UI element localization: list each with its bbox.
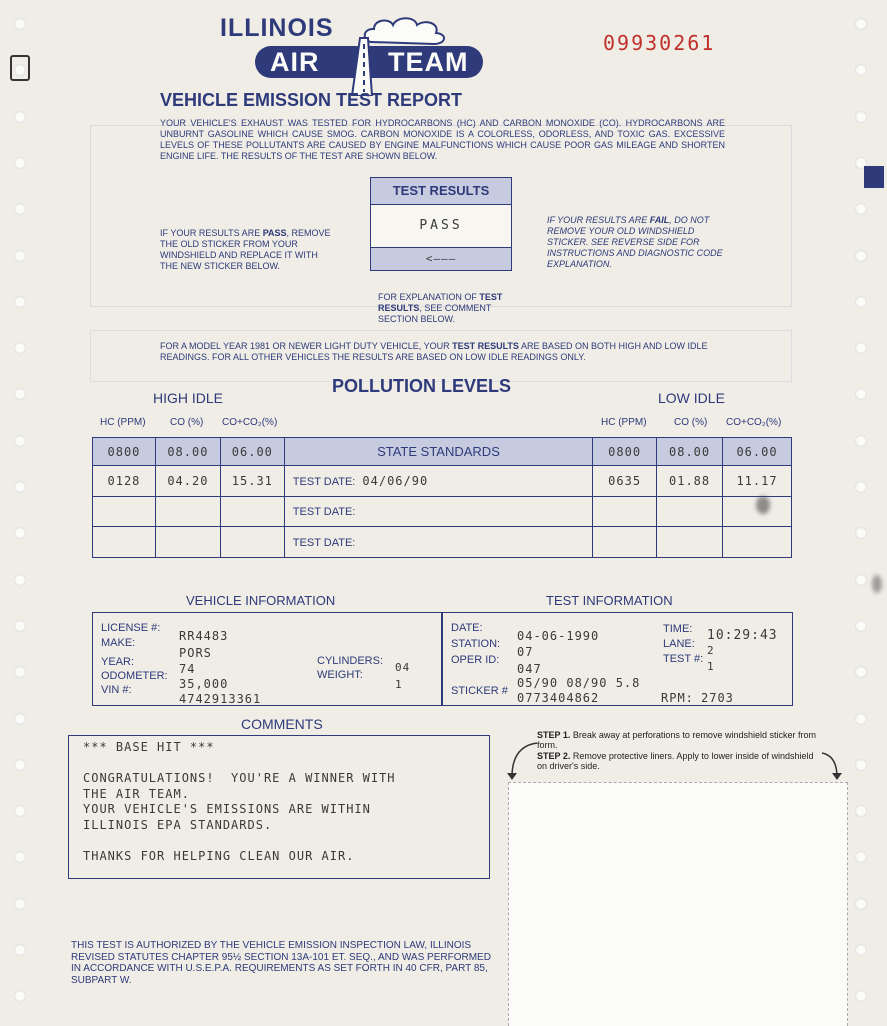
col-co2-high: CO+CO₂(%) <box>222 417 278 428</box>
r3-low-co <box>657 527 723 558</box>
oper-value: 047 <box>517 662 542 676</box>
comment-line: ILLINOIS EPA STANDARDS. <box>83 817 273 832</box>
right-edge-mark <box>864 166 884 188</box>
report-title: VEHICLE EMISSION TEST REPORT <box>160 90 463 110</box>
r1-low-co: 01.88 <box>657 466 723 497</box>
std-high-co2: 06.00 <box>220 438 284 466</box>
r2-low-co <box>657 497 723 527</box>
year-label: YEAR: <box>101 656 135 668</box>
oper-label: OPER ID: <box>451 654 500 666</box>
feed-hole <box>855 527 867 539</box>
station-value: 07 <box>517 645 534 659</box>
r2-high-hc <box>93 497 156 527</box>
comment-line: *** BASE HIT *** <box>83 740 215 754</box>
feed-hole <box>855 574 867 586</box>
feed-hole <box>14 157 26 169</box>
explanation-note-bold: TEST RESULTS <box>378 292 503 313</box>
feed-hole <box>14 435 26 447</box>
feed-hole <box>14 944 26 956</box>
fail-note <box>547 215 727 270</box>
weight-value: 1 <box>395 678 403 691</box>
comment-line: CONGRATULATIONS! YOU'RE A WINNER WITH <box>83 771 396 785</box>
fail-note-bold: FAIL <box>649 215 670 225</box>
model-year-note-bold: TEST RESULTS <box>452 341 519 351</box>
ink-smudge <box>756 496 770 514</box>
r1-high-hc: 0128 <box>93 466 156 497</box>
feed-hole <box>855 898 867 910</box>
year-value: 74 <box>179 662 196 676</box>
feed-hole <box>855 111 867 123</box>
sticker-line1: 05/90 08/90 5.8 <box>517 676 641 690</box>
std-low-hc: 0800 <box>593 438 657 466</box>
r1-date-label: TEST DATE: <box>292 476 356 488</box>
feed-hole <box>855 481 867 493</box>
feed-hole <box>14 111 26 123</box>
col-co2-low: CO+CO₂(%) <box>726 417 782 428</box>
air-team-logo <box>220 14 490 84</box>
license-value: RR4483 <box>179 629 229 643</box>
feed-hole <box>14 805 26 817</box>
test-num-value: 1 <box>707 660 715 673</box>
vin-label: VIN #: <box>101 684 132 696</box>
test-results-box <box>370 177 512 271</box>
feed-hole <box>14 342 26 354</box>
pass-note <box>160 228 335 272</box>
cylinders-label: CYLINDERS: <box>317 655 384 667</box>
feed-hole <box>14 527 26 539</box>
odometer-label: ODOMETER: <box>101 670 168 682</box>
r3-low-hc <box>593 527 657 558</box>
explanation-note-pre: FOR EXPLANATION OF <box>378 292 480 302</box>
r2-high-co2 <box>220 497 284 527</box>
license-label: LICENSE #: <box>101 622 161 634</box>
r1-high-co2: 15.31 <box>220 466 284 497</box>
feed-hole <box>855 296 867 308</box>
col-co-high: CO (%) <box>170 417 204 428</box>
r3-high-co <box>155 527 220 558</box>
r2-high-co <box>155 497 220 527</box>
comment-lines <box>83 740 396 864</box>
result-row-2 <box>93 497 792 527</box>
col-hc-high: HC (PPM) <box>100 417 146 428</box>
step-2-text: Remove protective liners. Apply to lower inside of windshield on driver's side. <box>537 751 814 771</box>
feed-hole <box>855 990 867 1002</box>
r1-low-co2: 11.17 <box>723 466 792 497</box>
feed-hole <box>855 944 867 956</box>
r3-low-co2 <box>723 527 792 558</box>
col-hc-low: HC (PPM) <box>601 417 647 428</box>
comment-line: THE AIR TEAM. <box>83 786 190 801</box>
explanation-note <box>378 292 508 325</box>
comments-box <box>68 735 490 879</box>
feed-hole <box>855 388 867 400</box>
r1-date: 04/06/90 <box>362 474 429 488</box>
feed-hole <box>855 64 867 76</box>
model-year-note <box>160 341 730 363</box>
lane-value: 2 <box>707 644 715 657</box>
station-label: STATION: <box>451 638 501 650</box>
r3-high-hc <box>93 527 156 558</box>
r1-high-co: 04.20 <box>155 466 220 497</box>
feed-hole <box>855 203 867 215</box>
std-label: STATE STANDARDS <box>284 438 592 466</box>
lane-label: LANE: <box>663 638 695 650</box>
feed-hole <box>855 851 867 863</box>
sticker-label: STICKER # <box>451 685 508 697</box>
step-1 <box>537 730 817 750</box>
feed-hole <box>855 250 867 262</box>
serial-number: 09930261 <box>603 31 716 55</box>
fail-note-post: , DO NOT REMOVE YOUR OLD WINDSHIELD STICKER. SEE REVERSE SIDE FOR INSTRUCTIONS AND DIAGNOSTIC CODE EXPLANATION. <box>547 215 723 269</box>
feed-hole <box>14 713 26 725</box>
fail-note-pre: IF YOUR RESULTS ARE <box>547 215 650 225</box>
test-results-value: PASS <box>419 218 463 233</box>
comment-line: YOUR VEHICLE'S EMISSIONS ARE WITHIN <box>83 802 371 816</box>
step-1-label: STEP 1. <box>537 730 571 740</box>
test-info-box <box>442 612 793 706</box>
pass-note-bold: PASS <box>262 228 287 238</box>
standards-row <box>93 438 792 466</box>
feed-hole <box>14 759 26 771</box>
step-2 <box>537 751 822 771</box>
std-low-co: 08.00 <box>657 438 723 466</box>
logo-illinois: ILLINOIS <box>220 14 334 42</box>
feed-hole <box>855 342 867 354</box>
feed-hole <box>855 759 867 771</box>
result-row-1 <box>93 466 792 497</box>
explanation-note-post: , SEE COMMENT SECTION BELOW. <box>378 303 492 324</box>
step-1-text: Break away at perforations to remove windshield sticker from form. <box>537 730 816 750</box>
date-value: 04-06-1990 <box>517 629 600 643</box>
sticker-line2: 0773404862 <box>517 691 600 705</box>
r2-date-label: TEST DATE: <box>292 506 356 518</box>
feed-hole <box>14 296 26 308</box>
test-results-header: TEST RESULTS <box>371 178 511 205</box>
r3-high-co2 <box>220 527 284 558</box>
result-row-3 <box>93 527 792 558</box>
time-value: 10:29:43 <box>707 628 778 643</box>
feed-hole <box>855 666 867 678</box>
rpm-value: 2703 <box>701 691 734 705</box>
feed-hole <box>855 18 867 30</box>
feed-hole <box>855 713 867 725</box>
intro-text: YOUR VEHICLE'S EXHAUST WAS TESTED FOR HYDROCARBONS (HC) AND CARBON MONOXIDE (CO). HYDROCARBONS ARE UNBURNT GASOLINE WHICH CAUSE SMOG. CARBON MONOXIDE IS A COLORLESS, ODORLESS, AND TOXIC GAS. EXCESSIVE LEVELS OF THESE POLLUTANTS ARE CAUSED BY ENGINE MALFUNCTIONS WHICH CAUSE POOR GAS MILEAGE AND SHORTEN ENGINE LIFE. THE RESULTS OF THE TEST ARE SHOWN BELOW. <box>160 118 725 161</box>
low-idle-label: LOW IDLE <box>658 390 725 406</box>
vin-value: 4742913361 <box>179 692 262 706</box>
test-results-arrow: <——— <box>371 247 511 270</box>
feed-hole <box>14 574 26 586</box>
std-high-co: 08.00 <box>155 438 220 466</box>
pollution-table <box>92 437 792 558</box>
ink-smudge-2 <box>872 575 882 593</box>
make-value: PORS <box>179 646 212 660</box>
std-low-co2: 06.00 <box>723 438 792 466</box>
feed-hole <box>14 666 26 678</box>
road-icon <box>338 32 388 96</box>
feed-hole <box>14 388 26 400</box>
col-co-low: CO (%) <box>674 417 708 428</box>
r2-low-hc <box>593 497 657 527</box>
model-year-note-post: ARE BASED ON BOTH HIGH AND LOW IDLE READINGS. FOR ALL OTHER VEHICLES THE RESULTS ARE BASED ON LOW IDLE READINGS ONLY. <box>160 341 708 362</box>
feed-hole <box>14 203 26 215</box>
feed-hole <box>14 898 26 910</box>
r1-date-cell <box>284 466 592 497</box>
feed-hole <box>14 990 26 1002</box>
cylinders-value: 04 <box>395 661 411 674</box>
vehicle-info-title: VEHICLE INFORMATION <box>186 593 336 608</box>
feed-hole <box>14 620 26 632</box>
r2-date-cell <box>284 497 592 527</box>
feed-hole <box>855 435 867 447</box>
feed-hole <box>855 805 867 817</box>
high-idle-label: HIGH IDLE <box>153 390 224 406</box>
feed-hole <box>14 250 26 262</box>
pass-note-pre: IF YOUR RESULTS ARE <box>160 228 263 238</box>
date-label: DATE: <box>451 622 483 634</box>
rpm-label: RPM: <box>661 691 694 705</box>
weight-label: WEIGHT: <box>317 669 363 681</box>
std-high-hc: 0800 <box>93 438 156 466</box>
feed-hole <box>855 620 867 632</box>
comment-line: THANKS FOR HELPING CLEAN OUR AIR. <box>83 848 355 863</box>
windshield-sticker[interactable] <box>508 782 848 1026</box>
feed-hole <box>14 851 26 863</box>
pass-note-post: , REMOVE THE OLD STICKER FROM YOUR WINDSHIELD AND REPLACE IT WITH THE NEW STICKER BELOW. <box>160 228 331 271</box>
comments-title: COMMENTS <box>241 716 323 732</box>
make-label: MAKE: <box>101 637 136 649</box>
step-2-label: STEP 2. <box>537 751 571 761</box>
model-year-note-pre: FOR A MODEL YEAR 1981 OR NEWER LIGHT DUTY VEHICLE, YOUR <box>160 341 453 351</box>
r3-date-label: TEST DATE: <box>292 536 356 549</box>
pollution-title: POLLUTION LEVELS <box>332 376 512 396</box>
test-num-label: TEST #: <box>663 653 704 665</box>
time-label: TIME: <box>663 623 693 635</box>
r1-low-hc: 0635 <box>593 466 657 497</box>
r3-date-cell <box>284 527 592 558</box>
vehicle-info-box <box>92 612 442 706</box>
odometer-value: 35,000 <box>179 677 229 691</box>
comment-line <box>83 756 396 772</box>
logo-air: AIR <box>270 47 320 77</box>
comment-line <box>83 833 396 849</box>
legal-text: THIS TEST IS AUTHORIZED BY THE VEHICLE EMISSION INSPECTION LAW, ILLINOIS REVISED STATUTES CHAPTER 95½ SECTION 13A-101 ET. SEQ., AND WAS PERFORMED IN ACCORDANCE WITH U.S.E.P.A. REQUIREMENTS AS SET FORTH IN 40 CFR, PART 85, SUBPART W. <box>71 940 491 986</box>
corner-mark-icon <box>10 55 30 81</box>
test-info-title: TEST INFORMATION <box>546 593 673 608</box>
feed-hole <box>14 18 26 30</box>
logo-team: TEAM <box>388 47 469 77</box>
feed-hole <box>14 481 26 493</box>
